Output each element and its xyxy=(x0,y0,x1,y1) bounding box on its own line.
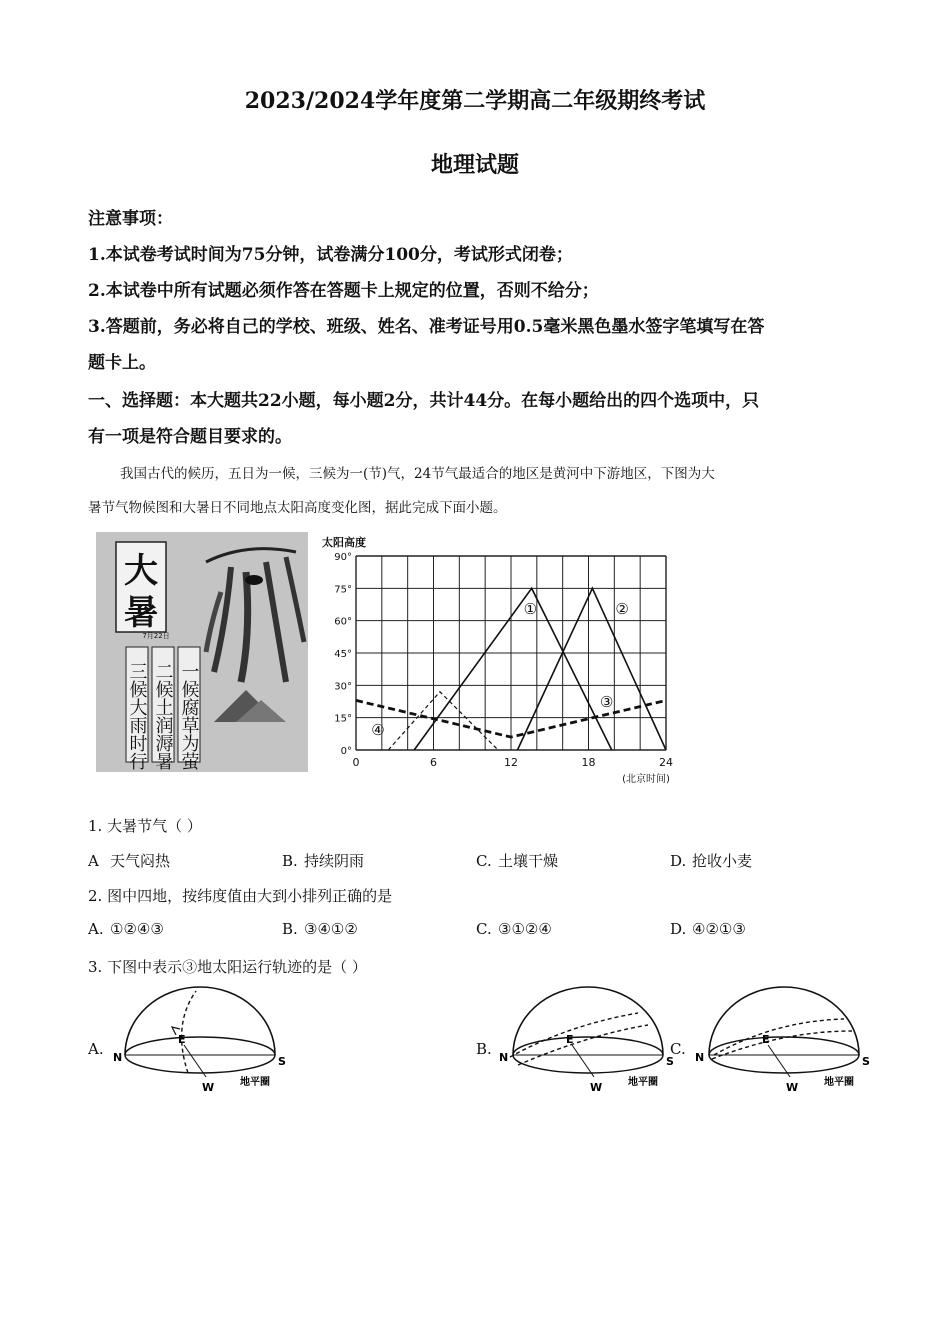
poster-col-2: 二候土润溽暑 xyxy=(152,662,174,770)
q1-option-b-label: B. xyxy=(282,852,298,870)
dome-a-horizon: 地平圈 xyxy=(240,1077,270,1088)
notice-item-3: 3.答题前，务必将自己的学校、班级、姓名、准考证号用0.5毫米黑色墨水签字笔填写在答 xyxy=(88,317,765,337)
q1-option-b[interactable] xyxy=(282,850,364,871)
series-label-3: ③ xyxy=(599,692,614,711)
series-label-4: ④ xyxy=(371,720,385,739)
dome-a-north: N xyxy=(113,1051,123,1064)
dome-b-horizon: 地平圈 xyxy=(628,1077,658,1088)
poster-char-2: 暑 xyxy=(124,593,158,633)
exam-title: 2023/2024学年度第二学期高二年级期终考试 xyxy=(244,88,706,114)
poster-col-3: 三候大雨时行 xyxy=(126,662,148,770)
y-tick-label: 30° xyxy=(334,681,352,693)
y-tick-label: 75° xyxy=(334,584,352,596)
x-tick-label: 0 xyxy=(352,756,360,769)
x-axis-label: (北京时间) xyxy=(622,774,670,785)
poster-col-1: 一候腐草为萤 xyxy=(178,662,200,770)
q1-option-a-label: A xyxy=(88,852,99,870)
dome-c-west: W xyxy=(786,1081,799,1094)
q2-option-d-text: ④②①③ xyxy=(692,920,746,938)
q3-option-b-label[interactable]: B. xyxy=(476,1040,492,1058)
x-tick-label: 18 xyxy=(581,756,596,769)
q2-option-a-text: ①②④③ xyxy=(110,920,164,938)
dome-b-north: N xyxy=(499,1051,509,1064)
q2-option-c-label: C. xyxy=(476,920,492,938)
solar-altitude-chart xyxy=(310,532,690,788)
q3-option-a-diagram[interactable] xyxy=(110,985,290,1097)
dome-b-west: W xyxy=(590,1081,603,1094)
q1-option-d[interactable] xyxy=(670,850,752,871)
dome-c-east: E xyxy=(762,1033,770,1046)
dome-a-south: S xyxy=(278,1055,286,1068)
x-tick-label: 24 xyxy=(659,756,673,769)
q2-option-d[interactable] xyxy=(670,920,746,938)
y-tick-label: 0° xyxy=(340,746,352,757)
x-tick-label: 6 xyxy=(430,756,437,769)
section-heading: 一、选择题：本大题共22小题，每小题2分，共计44分。在每小题给出的四个选项中，只 xyxy=(88,391,760,411)
y-tick-label: 45° xyxy=(334,649,352,660)
q2-option-a-label: A. xyxy=(88,920,104,938)
q2-option-c[interactable] xyxy=(476,920,552,938)
series-line-2 xyxy=(517,588,666,750)
q2-option-c-text: ③①②④ xyxy=(498,920,552,938)
notice-item-2: 2.本试卷中所有试题必须作答在答题卡上规定的位置，否则不给分； xyxy=(88,281,599,301)
q3-option-b-diagram[interactable] xyxy=(498,985,678,1097)
y-tick-label: 60° xyxy=(334,616,352,628)
dome-a-east: E xyxy=(178,1033,186,1046)
y-tick-label: 15° xyxy=(334,713,352,725)
q1-option-a[interactable] xyxy=(88,850,170,871)
q1-option-a-text: 天气闷热 xyxy=(110,852,171,870)
q2-option-b[interactable] xyxy=(282,920,358,938)
notice-heading: 注意事项： xyxy=(88,209,173,229)
section-heading-cont: 有一项是符合题目要求的。 xyxy=(88,427,292,447)
exam-subtitle: 地理试题 xyxy=(430,152,519,178)
q2-option-a[interactable] xyxy=(88,920,164,938)
q1-option-b-text: 持续阴雨 xyxy=(304,852,365,870)
dome-b-south: S xyxy=(666,1055,674,1068)
passage-line-1: 我国古代的候历，五日为一候，三候为一(节)气，24节气最适合的地区是黄河中下游地区，下图为大 xyxy=(120,466,715,482)
chart-title: 太阳高度 xyxy=(322,536,366,549)
question-1: 1. 大暑节气（ ） xyxy=(88,817,202,835)
q3-option-a-label[interactable]: A. xyxy=(88,1040,104,1058)
q2-option-b-label: B. xyxy=(282,920,298,938)
notice-item-1: 1.本试卷考试时间为75分钟，试卷满分100分，考试形式闭卷； xyxy=(88,245,573,265)
y-tick-label: 90° xyxy=(334,552,352,563)
firefly-icon xyxy=(245,575,263,585)
q1-option-d-text: 抢收小麦 xyxy=(692,852,753,870)
dashu-poster xyxy=(96,532,308,772)
notice-item-3-cont: 题卡上。 xyxy=(88,353,156,373)
q3-option-c-diagram[interactable] xyxy=(694,985,874,1097)
series-label-2: ② xyxy=(615,600,629,619)
series-label-1: ① xyxy=(523,600,538,619)
q2-option-b-text: ③④①② xyxy=(304,920,358,938)
q3-option-c-label[interactable]: C. xyxy=(670,1040,686,1058)
poster-date: 7月22日 xyxy=(142,632,170,640)
q1-option-c-text: 土壤干燥 xyxy=(498,852,559,870)
poster-char-1: 大 xyxy=(124,551,158,591)
q1-option-c-label: C. xyxy=(476,852,492,870)
dome-c-horizon: 地平圈 xyxy=(824,1077,854,1088)
dome-c-north: N xyxy=(695,1051,705,1064)
x-tick-label: 12 xyxy=(504,756,518,769)
q1-option-d-label: D. xyxy=(670,852,687,870)
dome-c-south: S xyxy=(862,1055,870,1068)
question-3: 3. 下图中表示③地太阳运行轨迹的是（ ） xyxy=(88,958,367,976)
series-line-1 xyxy=(414,588,612,750)
q1-option-c[interactable] xyxy=(476,850,558,871)
q2-option-d-label: D. xyxy=(670,920,687,938)
dome-a-west: W xyxy=(202,1081,215,1094)
dome-b-east: E xyxy=(566,1033,574,1046)
passage-line-2: 暑节气物候图和大暑日不同地点太阳高度变化图，据此完成下面小题。 xyxy=(88,500,507,516)
question-2: 2. 图中四地，按纬度值由大到小排列正确的是 xyxy=(88,887,393,905)
